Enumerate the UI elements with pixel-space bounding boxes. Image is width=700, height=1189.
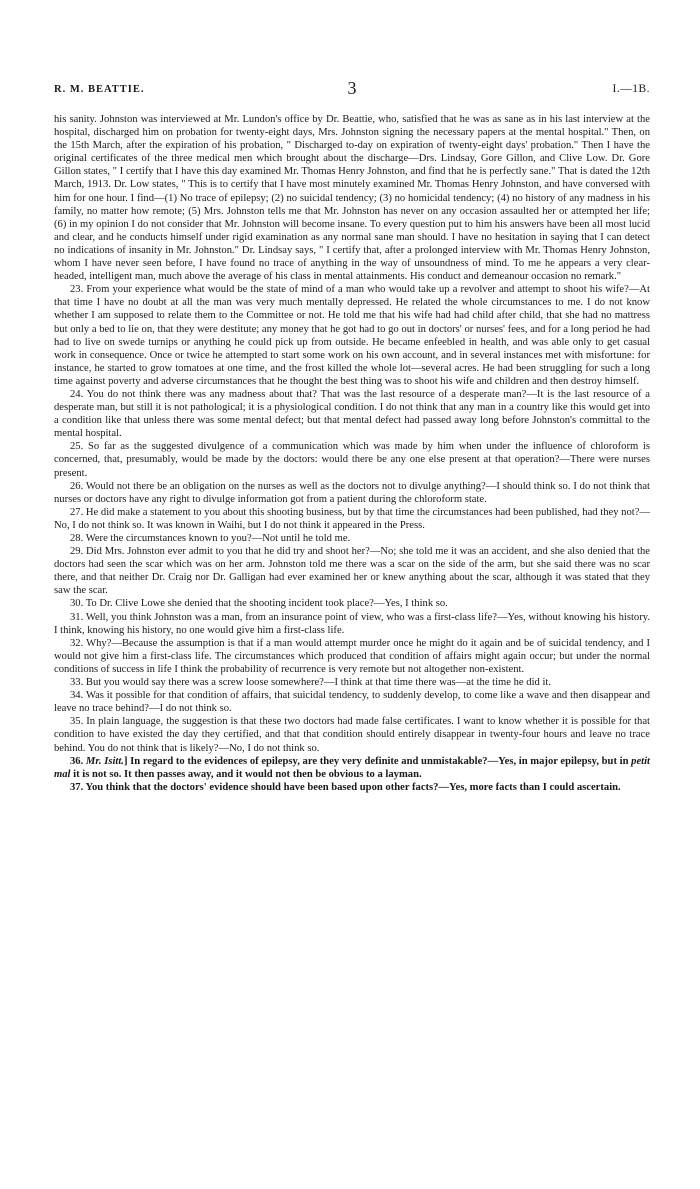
header-paper-reference: I.—1B.	[612, 83, 650, 95]
paragraph-36-term: petit mal	[54, 755, 651, 780]
page-number: 3	[347, 78, 357, 98]
paragraph-36-number: 36.	[70, 755, 86, 767]
paragraph-30: 30. To Dr. Clive Lowe she denied that the shooting incident took place?—Yes, I think so.	[70, 598, 448, 610]
paragraph-36-text-a: ] In regard to the evidences of epilepsy, are they very definite and unmistakable?—Yes, in major epilepsy, but in	[123, 755, 632, 767]
paragraph-36-text-b: it is not so. It then passes away, and it would not then be obvious to a layman.	[70, 768, 422, 780]
paragraph-31: 31. Well, you think Johnston was a man, from an insurance point of view, who was a first-class life?—Yes, without knowing his history. I think, knowing his history, no one would give him a first-class life.	[54, 611, 650, 636]
paragraph-23: 23. From your experience what would be the state of mind of a man who would take up a revolver and attempt to shoot his wife?—At that time I have no doubt at all the man was very much mentally depressed. He related the whole circumstances to me. I do not know whether I am supposed to relate them to the Committee or not. He told me that his wife had had child after child, that she had no mattress but only a bed to lie on, that they were destitute; any money that he got had to go out in doctors' or nurses' fees, and for a long period he had had to live on swede turnips or anything he could pick up from outside. He became enfeebled in health, and was able only to get casual work in consequence. Once or twice he attempted to start some work on his own account, and in several instances met with misfortune: for instance, he started to grow tomatoes at one time, and the frost killed the whole lot—several acres. He had been struggling for such a long time against poverty and adverse circumstances that he thought the best thing was to shoot his wife and children and then destroy himself.	[54, 284, 650, 387]
paragraph-35: 35. In plain language, the suggestion is that these two doctors had made false certificates. I want to know whether it is possible for that condition to have existed the day they certified, and that that condition should entirely disappear in twenty-four hours and leave no trace behind. You do not think that is likely?—No, I do not think so.	[54, 716, 650, 754]
paragraph-28: 28. Were the circumstances known to you?—Not until he told me.	[70, 533, 351, 544]
paragraph-25: 25. So far as the suggested divulgence of a communication which was made by him when under the influence of chloroform is concerned, that, presumably, would be made by the doctors: would there be any one else present at that operation?—There were nurses present.	[54, 441, 650, 479]
paragraph-36	[54, 755, 650, 781]
page-header	[54, 78, 650, 102]
paragraph-36-speaker: Mr. Isitt.	[85, 755, 124, 767]
paragraph-continuation: his sanity. Johnston was interviewed at Mr. Lundon's office by Dr. Beattie, who, satisfied that he was as sane as in his last interview at the hospital, discharged him on probation for twenty-eight days, Mrs. Johnston signing the necessary papers at the mental hospital." Then, on the 15th March, after the expiration of his probation, " Discharged to-day on expiration of twenty-eight days' probation." Then I have the original certificates of the three medical men which brought about the discharge—Drs. Lindsay, Gore Gillon, and Clive Low. Dr. Gore Gillon states, " I certify that I have this day examined Mr. Thomas Henry Johnston, and find that he is perfectly sane." That is dated the 12th March, 1913. Dr. Low states, " This is to certify that I have most minutely examined Mr. Thomas Henry Johnston, and have conversed with him for one hour. I find—(1) No trace of epilepsy; (2) no suicidal tendency; (3) no homicidal tendency; (4) no history of any madness in his family, no matter how remote; (5) Mrs. Johnston tells me that Mr. Johnston has never on any occasion assaulted her or attempted her life; (6) in my opinion I do not consider that Mr. Johnston will become insane. To every question put to him his answers have been all most lucid and clear, and he conducts himself under rigid examination as any normal sane man should. I have no hesitation in saying that I can detect no indications of insanity in Mr. Johnston." Dr. Lindsay says, " I certify that, after a prolonged interview with Mr. Thomas Henry Johnston, whom I have never seen before, I have found no trace of anything in the way of unsoundness of mind. To me he appears a very clear-headed, intelligent man, much above the average of his class in mental attainments. His conduct and demeanour occasion no remark."	[54, 114, 650, 283]
paragraph-32: 32. Why?—Because the assumption is that if a man would attempt murder once he might do it again and be of suicidal tendency, and I would not give him a first-class life. The circumstances which produced that condition of affairs might again occur; but under the normal conditions of success in life I think the probability of recurrence is very remote but not altogether non-existent.	[54, 637, 650, 675]
paragraph-27: 27. He did make a statement to you about this shooting business, but by that time the circumstances had been published, had they not?—No, I do not think so. It was known in Waihi, but I do not think it appeared in the Press.	[54, 506, 650, 531]
paragraph-29: 29. Did Mrs. Johnston ever admit to you that he did try and shoot her?—No; she told me it was an accident, and she also denied that the doctors had seen the scar which was on her arm. Johnston told me there was a scar on the side of the arm, but she said there was no scar there, and that neither Dr. Craig nor Dr. Galligan had ever examined her or knew anything about the scar, although it was stated that they saw the scar.	[54, 546, 650, 597]
paragraph-34: 34. Was it possible for that condition of affairs, that suicidal tendency, to suddenly develop, to come like a wave and then disappear and leave no trace behind?—I do not think so.	[54, 690, 650, 715]
paragraph-37: 37. You think that the doctors' evidence should have been based upon other facts?—Yes, more facts than I could ascertain.	[70, 781, 621, 793]
paragraph-26: 26. Would not there be an obligation on the nurses as well as the doctors not to divulge anything?—I should think so. I do not think that nurses or doctors have any right to divulge information got from a patient during the chloroform state.	[54, 480, 650, 505]
paragraph-24: 24. You do not think there was any madness about that? That was the last resource of a desperate man?—It is the last resource of a desperate man, but still it is not pathological; it is a physiological condition. I do not think that any man in a country like this would get into a condition like that unless there was some mental defect; but that mental defect had passed away long before Johnston's committal to the mental hospital.	[54, 388, 650, 440]
paragraph-33: 33. But you would say there was a screw loose somewhere?—I think at that time there was—at the time he did it.	[70, 677, 552, 689]
header-witness-name: R. M. BEATTIE.	[54, 84, 145, 95]
document-body	[54, 113, 650, 794]
